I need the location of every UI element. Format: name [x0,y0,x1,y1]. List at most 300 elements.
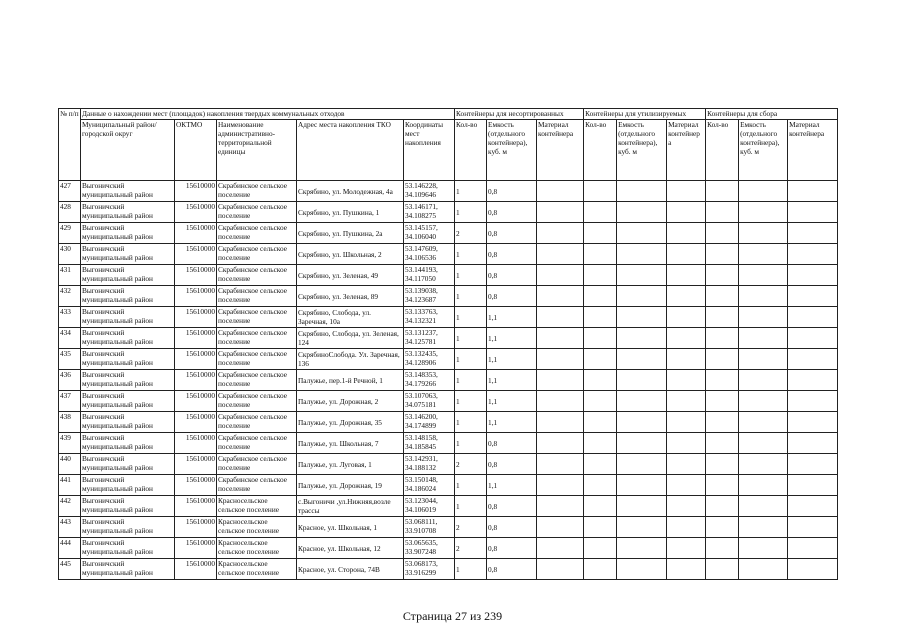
empty-cell [788,433,838,454]
empty-cell [584,433,617,454]
admin-unit-cell: Красносельское сельское поселение [217,559,297,580]
count-cell: 1 [455,307,487,328]
empty-cell [667,412,706,433]
table-row [59,349,838,370]
empty-cell [706,223,739,244]
district-cell: Выгоничский муниципальный район [81,538,175,559]
empty-cell [706,244,739,265]
admin-unit-cell: Скрабинское сельское поселение [217,391,297,412]
empty-cell [537,370,584,391]
coords-cell: 53.146171, 34.108275 [404,202,455,223]
capacity-cell: 1,1 [487,328,537,349]
empty-cell [667,370,706,391]
district-cell: Выгоничский муниципальный район [81,454,175,475]
empty-cell [537,286,584,307]
address-cell: Палужье, ул. Дорожная, 2 [297,391,404,412]
district-cell: Выгоничский муниципальный район [81,202,175,223]
empty-cell [537,433,584,454]
empty-cell [584,328,617,349]
capacity-cell: 0,8 [487,265,537,286]
table-row [59,538,838,559]
row-number: 437 [59,391,81,412]
empty-cell [739,307,788,328]
coords-cell: 53.146228, 34.109646 [404,181,455,202]
empty-cell [706,328,739,349]
empty-cell [537,391,584,412]
count-cell: 2 [455,223,487,244]
capacity-cell: 0,8 [487,181,537,202]
empty-cell [667,454,706,475]
capacity-cell: 0,8 [487,538,537,559]
address-cell: СкрябиноСлобода. Ул. Заречная, 136 [297,349,404,370]
address-cell: Скрябино, Слобода, ул. Заречная, 10а [297,307,404,328]
coords-cell: 53.147609, 34.106536 [404,244,455,265]
empty-cell [617,391,667,412]
district-cell: Выгоничский муниципальный район [81,475,175,496]
empty-cell [617,517,667,538]
empty-cell [739,433,788,454]
oktmo-cell: 15610000 [175,538,217,559]
empty-cell [706,181,739,202]
capacity-cell: 1,1 [487,349,537,370]
row-number: 439 [59,433,81,454]
empty-cell [739,475,788,496]
collection-group-header: Контейнеры для сбора [706,109,838,120]
capacity-cell: 0,8 [487,286,537,307]
address-cell: с.Выгоничи ,ул.Нижняя,возле трассы [297,496,404,517]
empty-cell [739,181,788,202]
address-cell: Скрябино, Слобода, ул. Зеленая, 124 [297,328,404,349]
table-row [59,454,838,475]
empty-cell [617,223,667,244]
district-cell: Выгоничский муниципальный район [81,370,175,391]
empty-cell [739,412,788,433]
coords-cell: 53.131237, 34.125781 [404,328,455,349]
admin-unit-cell: Скрабинское сельское поселение [217,307,297,328]
empty-cell [617,244,667,265]
admin-unit-cell: Скрабинское сельское поселение [217,454,297,475]
site-group-header: Данные о нахождении мест (площадок) накопления твердых коммунальных отходов [81,109,455,120]
district-cell: Выгоничский муниципальный район [81,559,175,580]
capacity-cell: 0,8 [487,244,537,265]
page-number: Страница 27 из 239 [402,609,503,623]
count-cell: 1 [455,349,487,370]
admin-unit-cell: Красносельское сельское поселение [217,496,297,517]
empty-cell [739,559,788,580]
oktmo-cell: 15610000 [175,286,217,307]
row-number: 442 [59,496,81,517]
empty-cell [537,328,584,349]
empty-cell [667,202,706,223]
admin-unit-cell: Скрабинское сельское поселение [217,475,297,496]
coords-cell: 53.145157, 34.106040 [404,223,455,244]
table-row [59,475,838,496]
table-row [59,265,838,286]
table-row [59,244,838,265]
count-cell: 1 [455,475,487,496]
capacity-header-2: Емкость (отдельного контейнера), куб. м [617,120,667,181]
address-cell: Красное, ул. Школьная, 12 [297,538,404,559]
empty-cell [706,475,739,496]
admin-unit-cell: Скрабинское сельское поселение [217,286,297,307]
empty-cell [788,244,838,265]
empty-cell [739,286,788,307]
address-cell: Скрябино, ул. Зеленая, 49 [297,265,404,286]
empty-cell [584,181,617,202]
empty-cell [537,265,584,286]
address-cell: Скрябино, ул. Зеленая, 89 [297,286,404,307]
capacity-header: Емкость (отдельного контейнера), куб. м [487,120,537,181]
address-cell: Красное, ул. Сторона, 74В [297,559,404,580]
oktmo-cell: 15610000 [175,454,217,475]
row-number: 441 [59,475,81,496]
oktmo-cell: 15610000 [175,328,217,349]
table-row [59,496,838,517]
oktmo-cell: 15610000 [175,391,217,412]
empty-cell [537,244,584,265]
coords-cell: 53.139038, 34.123687 [404,286,455,307]
capacity-cell: 0,8 [487,433,537,454]
count-cell: 2 [455,517,487,538]
district-header: Муниципальный район/городской округ [81,120,175,181]
row-number: 430 [59,244,81,265]
empty-cell [788,391,838,412]
capacity-cell: 0,8 [487,517,537,538]
empty-cell [584,475,617,496]
empty-cell [739,349,788,370]
empty-cell [617,454,667,475]
capacity-cell: 0,8 [487,202,537,223]
empty-cell [617,202,667,223]
row-number: 427 [59,181,81,202]
count-header-2: Кол-во [584,120,617,181]
empty-cell [706,349,739,370]
admin-unit-cell: Скрабинское сельское поселение [217,433,297,454]
address-cell: Скрябино, ул. Пушкина, 2а [297,223,404,244]
empty-cell [706,286,739,307]
coords-cell: 53.107063, 34.075181 [404,391,455,412]
capacity-cell: 0,8 [487,496,537,517]
admin-unit-cell: Скрабинское сельское поселение [217,328,297,349]
oktmo-cell: 15610000 [175,349,217,370]
row-number: 445 [59,559,81,580]
oktmo-cell: 15610000 [175,496,217,517]
empty-cell [706,496,739,517]
empty-cell [706,307,739,328]
empty-cell [706,517,739,538]
count-cell: 1 [455,286,487,307]
empty-cell [537,349,584,370]
row-number: 443 [59,517,81,538]
count-cell: 2 [455,454,487,475]
admin-unit-cell: Скрабинское сельское поселение [217,202,297,223]
count-cell: 1 [455,265,487,286]
address-cell: Палужье, пер.1-й Речной, 1 [297,370,404,391]
admin-unit-cell: Красносельское сельское поселение [217,517,297,538]
empty-cell [584,454,617,475]
table-row [59,202,838,223]
empty-cell [788,475,838,496]
row-number: 436 [59,370,81,391]
empty-cell [706,265,739,286]
oktmo-header: ОКТМО [175,120,217,181]
empty-cell [739,328,788,349]
empty-cell [788,559,838,580]
empty-cell [706,412,739,433]
count-header: Кол-во [455,120,487,181]
material-header: Материал контейнера [537,120,584,181]
table-body [59,181,838,580]
empty-cell [706,559,739,580]
table-row [59,181,838,202]
empty-cell [739,223,788,244]
oktmo-cell: 15610000 [175,244,217,265]
oktmo-cell: 15610000 [175,223,217,244]
empty-cell [739,517,788,538]
capacity-cell: 0,8 [487,454,537,475]
coords-cell: 53.068111, 33.910708 [404,517,455,538]
address-cell: Красное, ул. Школьная, 1 [297,517,404,538]
empty-cell [537,223,584,244]
row-number: 440 [59,454,81,475]
coords-cell: 53.133763, 34.132321 [404,307,455,328]
count-cell: 1 [455,202,487,223]
empty-cell [537,538,584,559]
coords-cell: 53.123044, 34.106019 [404,496,455,517]
count-header-3: Кол-во [706,120,739,181]
capacity-cell: 0,8 [487,559,537,580]
count-cell: 1 [455,559,487,580]
empty-cell [739,454,788,475]
district-cell: Выгоничский муниципальный район [81,391,175,412]
district-cell: Выгоничский муниципальный район [81,496,175,517]
admin-unit-cell: Красносельское сельское поселение [217,538,297,559]
empty-cell [617,265,667,286]
empty-cell [584,412,617,433]
oktmo-cell: 15610000 [175,370,217,391]
empty-cell [537,559,584,580]
empty-cell [617,349,667,370]
coords-cell: 53.132435, 34.128906 [404,349,455,370]
empty-cell [584,559,617,580]
empty-cell [537,307,584,328]
empty-cell [617,370,667,391]
address-cell: Скрябино, ул. Молодежная, 4а [297,181,404,202]
empty-cell [537,496,584,517]
count-cell: 1 [455,181,487,202]
capacity-cell: 1,1 [487,307,537,328]
district-cell: Выгоничский муниципальный район [81,433,175,454]
oktmo-cell: 15610000 [175,433,217,454]
oktmo-cell: 15610000 [175,412,217,433]
empty-cell [667,475,706,496]
district-cell: Выгоничский муниципальный район [81,517,175,538]
empty-cell [584,349,617,370]
empty-cell [617,412,667,433]
empty-cell [667,559,706,580]
coords-cell: 53.065635, 33.907248 [404,538,455,559]
empty-cell [617,181,667,202]
district-cell: Выгоничский муниципальный район [81,328,175,349]
empty-cell [667,496,706,517]
material-header-2: Материал контейнер а [667,120,706,181]
count-cell: 2 [455,538,487,559]
empty-cell [617,538,667,559]
table-row [59,412,838,433]
coords-cell: 53.144193, 34.117050 [404,265,455,286]
capacity-cell: 1,1 [487,370,537,391]
capacity-cell: 0,8 [487,223,537,244]
count-cell: 1 [455,412,487,433]
district-cell: Выгоничский муниципальный район [81,412,175,433]
table-row [59,433,838,454]
empty-cell [788,265,838,286]
empty-cell [667,517,706,538]
empty-cell [537,517,584,538]
empty-cell [667,538,706,559]
address-cell: Палужье, ул. Луговая, 1 [297,454,404,475]
district-cell: Выгоничский муниципальный район [81,286,175,307]
coords-cell: 53.146200, 34.174899 [404,412,455,433]
coords-cell: 53.150148, 34.186024 [404,475,455,496]
admin-unit-cell: Скрабинское сельское поселение [217,349,297,370]
empty-cell [788,328,838,349]
num-header: № п/п [59,109,81,181]
empty-cell [739,496,788,517]
coords-cell: 53.142931, 34.188132 [404,454,455,475]
empty-cell [739,265,788,286]
empty-cell [584,223,617,244]
admin-unit-cell: Скрабинское сельское поселение [217,244,297,265]
empty-cell [584,391,617,412]
district-cell: Выгоничский муниципальный район [81,244,175,265]
oktmo-cell: 15610000 [175,559,217,580]
empty-cell [667,181,706,202]
empty-cell [706,391,739,412]
empty-cell [667,223,706,244]
address-cell: Палужье, ул. Дорожная, 35 [297,412,404,433]
empty-cell [788,538,838,559]
district-cell: Выгоничский муниципальный район [81,223,175,244]
empty-cell [537,412,584,433]
coords-header: Координаты мест накопления [404,120,455,181]
count-cell: 1 [455,391,487,412]
waste-sites-table [58,108,838,580]
empty-cell [617,475,667,496]
row-number: 431 [59,265,81,286]
row-number: 428 [59,202,81,223]
oktmo-cell: 15610000 [175,307,217,328]
district-cell: Выгоничский муниципальный район [81,307,175,328]
capacity-header-3: Емкость (отдельного контейнера), куб. м [739,120,788,181]
count-cell: 1 [455,433,487,454]
oktmo-cell: 15610000 [175,517,217,538]
row-number: 433 [59,307,81,328]
row-number: 444 [59,538,81,559]
empty-cell [667,244,706,265]
table-row [59,286,838,307]
address-cell: Скрябино, ул. Школьная, 2 [297,244,404,265]
table-row [59,391,838,412]
capacity-cell: 1,1 [487,412,537,433]
row-number: 429 [59,223,81,244]
capacity-cell: 1,1 [487,391,537,412]
empty-cell [788,286,838,307]
empty-cell [584,202,617,223]
empty-cell [706,433,739,454]
empty-cell [667,349,706,370]
oktmo-cell: 15610000 [175,181,217,202]
unsorted-group-header: Контейнеры для несортированных [455,109,584,120]
coords-cell: 53.148353, 34.179266 [404,370,455,391]
table-row [59,328,838,349]
empty-cell [617,433,667,454]
empty-cell [706,370,739,391]
empty-cell [617,286,667,307]
empty-cell [537,181,584,202]
empty-cell [706,538,739,559]
empty-cell [706,454,739,475]
empty-cell [537,454,584,475]
empty-cell [617,328,667,349]
empty-cell [667,391,706,412]
capacity-cell: 1,1 [487,475,537,496]
oktmo-cell: 15610000 [175,265,217,286]
empty-cell [788,349,838,370]
empty-cell [788,370,838,391]
table-row [59,307,838,328]
empty-cell [739,370,788,391]
row-number: 438 [59,412,81,433]
admin-unit-cell: Скрабинское сельское поселение [217,223,297,244]
empty-cell [584,496,617,517]
coords-cell: 53.068173, 33.916299 [404,559,455,580]
empty-cell [788,454,838,475]
district-cell: Выгоничский муниципальный район [81,265,175,286]
empty-cell [739,391,788,412]
row-number: 432 [59,286,81,307]
empty-cell [584,244,617,265]
count-cell: 1 [455,244,487,265]
empty-cell [584,265,617,286]
admin-unit-cell: Скрабинское сельское поселение [217,181,297,202]
count-cell: 1 [455,328,487,349]
count-cell: 1 [455,370,487,391]
empty-cell [706,202,739,223]
row-number: 435 [59,349,81,370]
empty-cell [739,538,788,559]
empty-cell [788,412,838,433]
address-header: Адрес места накопления ТКО [297,120,404,181]
empty-cell [788,307,838,328]
empty-cell [667,328,706,349]
empty-cell [584,307,617,328]
address-cell: Палужье, ул. Дорожная, 19 [297,475,404,496]
address-cell: Палужье, ул. Школьная, 7 [297,433,404,454]
empty-cell [788,181,838,202]
admin-unit-cell: Скрабинское сельское поселение [217,265,297,286]
empty-cell [788,496,838,517]
empty-cell [617,559,667,580]
empty-cell [667,286,706,307]
oktmo-cell: 15610000 [175,202,217,223]
district-cell: Выгоничский муниципальный район [81,349,175,370]
empty-cell [739,202,788,223]
row-number: 434 [59,328,81,349]
admin-unit-cell: Скрабинское сельское поселение [217,412,297,433]
table-row [59,559,838,580]
empty-cell [584,538,617,559]
